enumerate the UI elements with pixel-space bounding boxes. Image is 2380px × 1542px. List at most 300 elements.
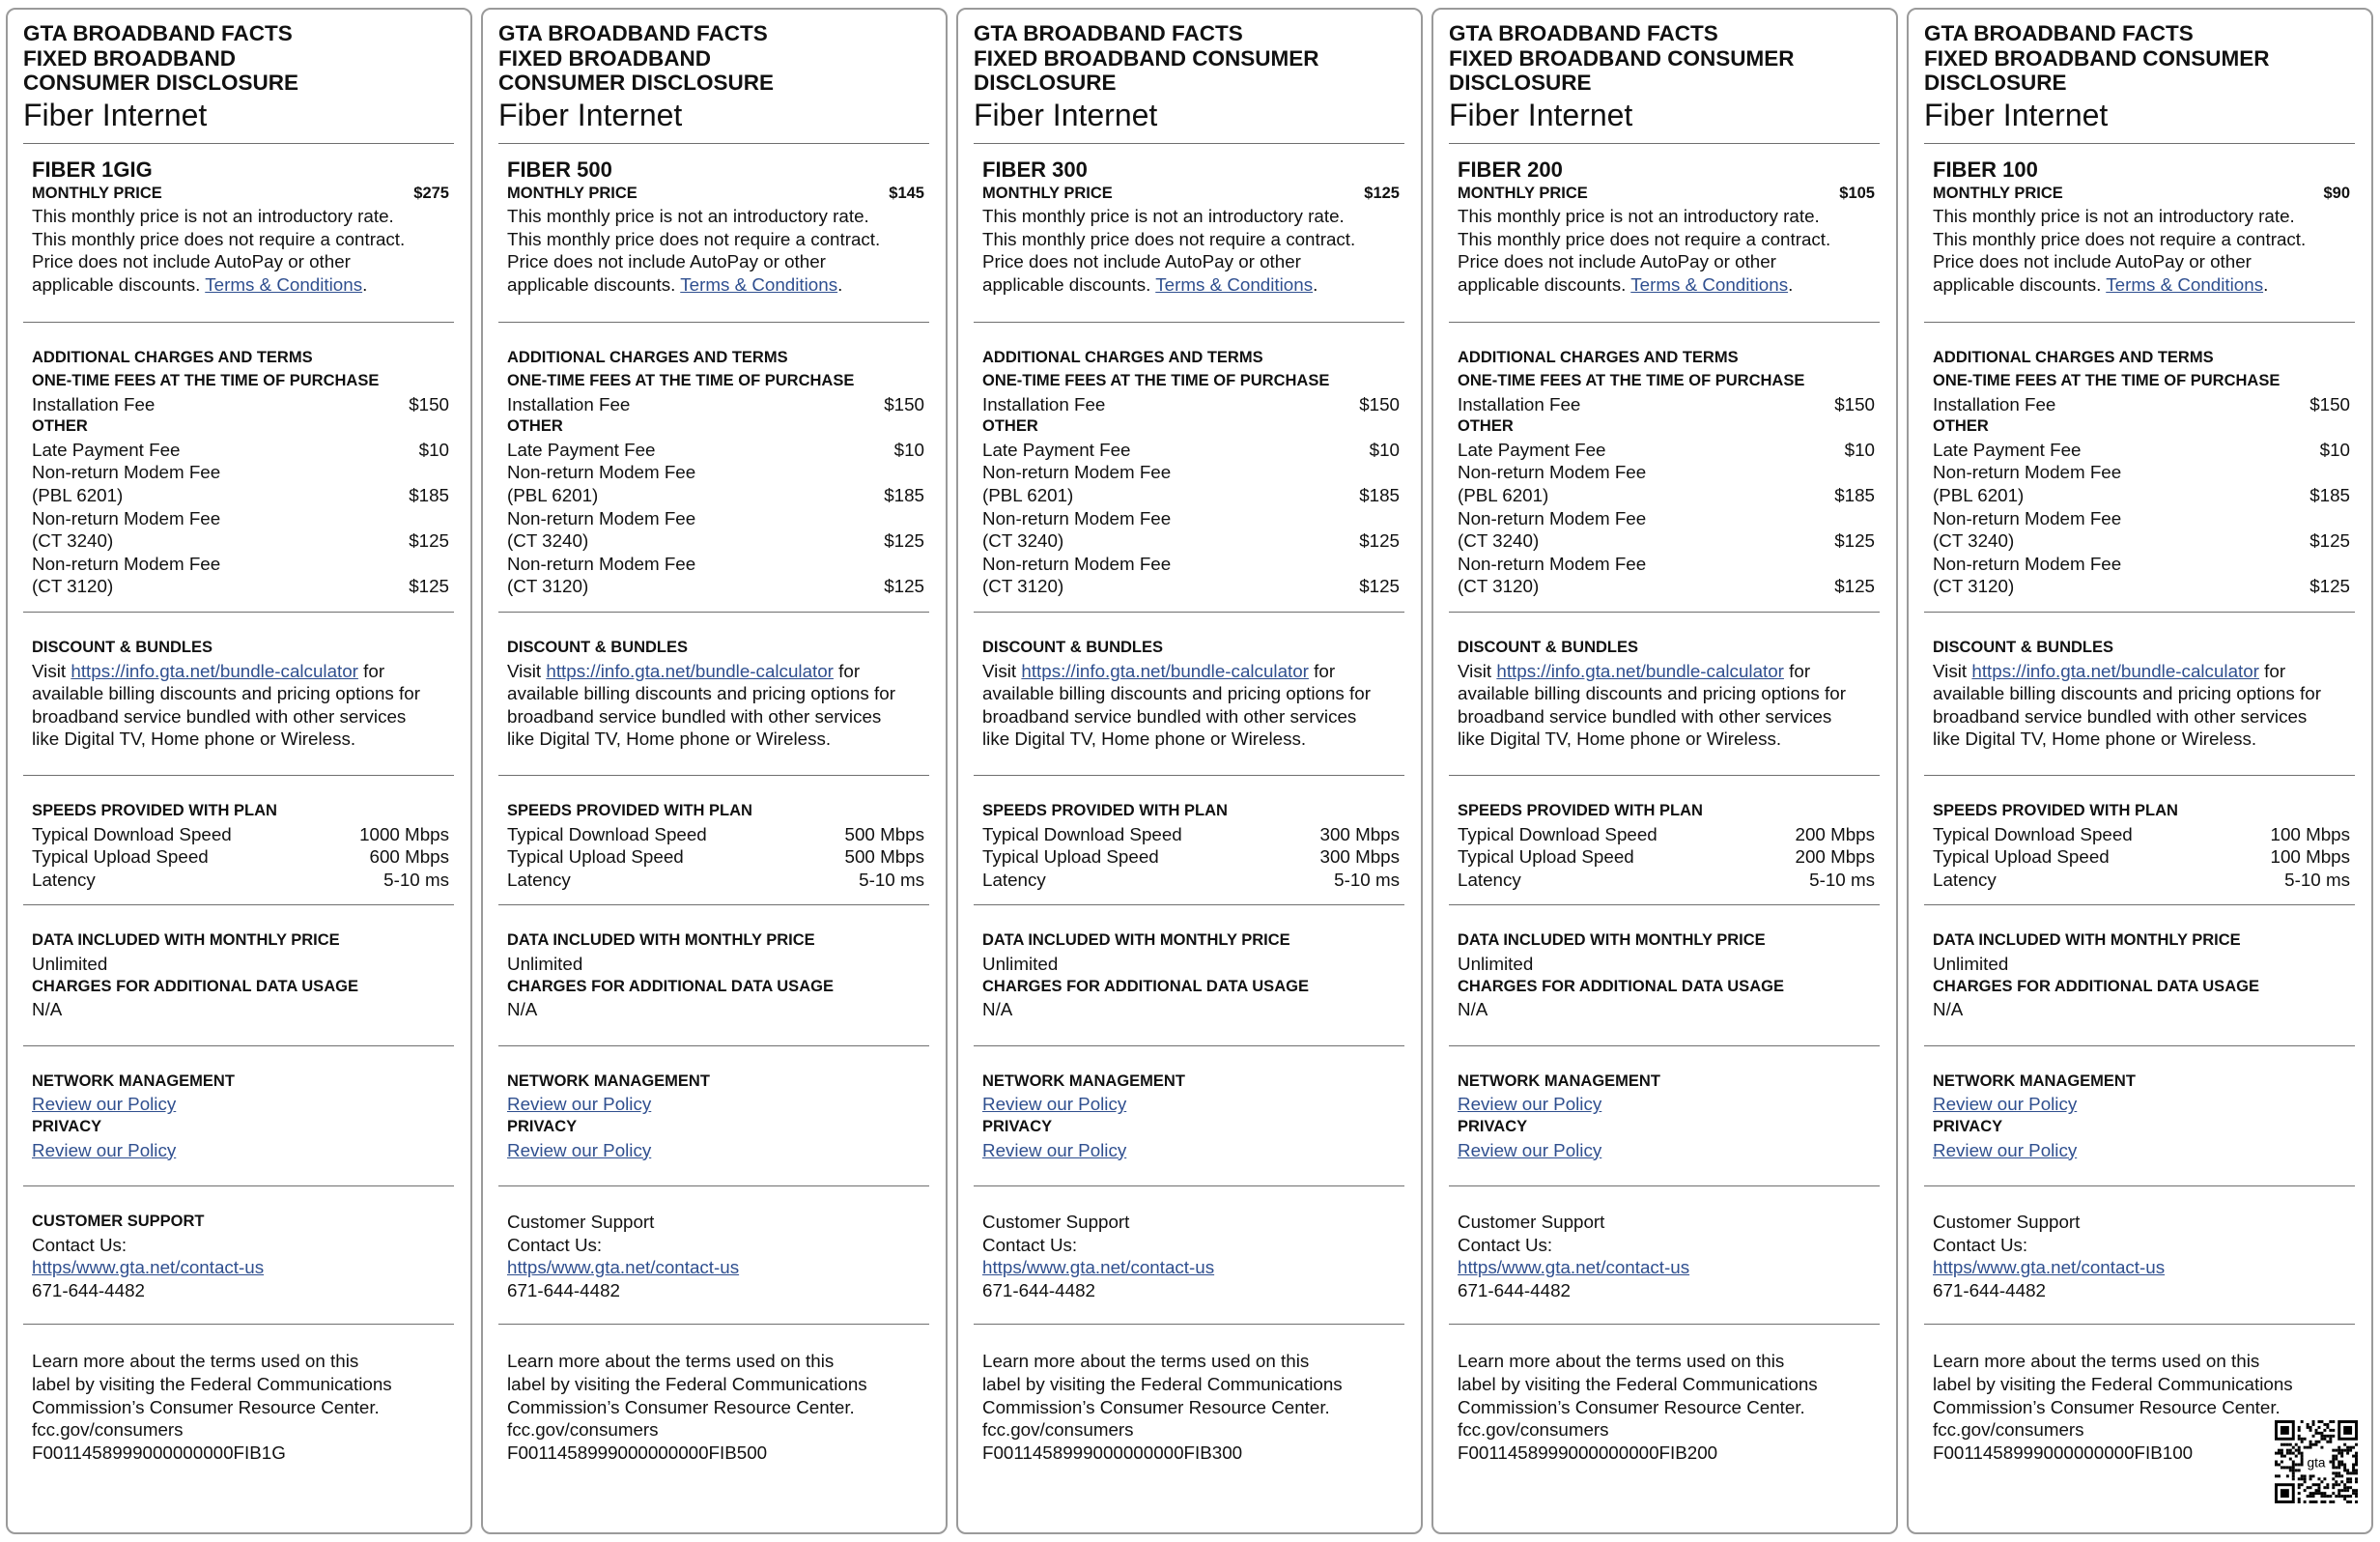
network-management-heading: NETWORK MANAGEMENT — [1933, 1071, 2136, 1090]
fcc-consumers-text: fcc.gov/consumers — [1458, 1419, 1609, 1441]
monthly-price-value: $145 — [889, 184, 924, 202]
divider — [23, 143, 454, 144]
support-phone: 671-644-4482 — [32, 1279, 145, 1300]
download-speed-label: Typical Download Speed — [1458, 823, 1658, 844]
modem-model: (CT 3240) — [982, 530, 1064, 552]
terms-conditions-link[interactable]: Terms & Conditions — [205, 273, 363, 295]
additional-data-value: N/A — [982, 999, 1013, 1020]
title-line-3: CONSUMER DISCLOSURE — [498, 71, 775, 95]
label-title — [1924, 21, 2358, 96]
additional-charges-heading: ADDITIONAL CHARGES AND TERMS — [982, 349, 1263, 367]
discount-bundles-heading: DISCOUNT & BUNDLES — [507, 639, 689, 656]
speeds-heading: SPEEDS PROVIDED WITH PLAN — [507, 801, 752, 819]
label-subtitle: Fiber Internet — [1924, 97, 2109, 132]
bundle-line-4: like Digital TV, Home phone or Wireless. — [1458, 728, 1782, 750]
bundle-line-3: broadband service bundled with other services — [1458, 705, 1832, 727]
data-included-value: Unlimited — [1458, 953, 1534, 974]
late-payment-fee-value: $10 — [893, 439, 924, 460]
divider — [1924, 322, 2355, 323]
fcc-consumers-text: fcc.gov/consumers — [32, 1419, 184, 1441]
modem-fee-label: Non-return Modem Fee — [507, 462, 696, 483]
latency-value: 5-10 ms — [383, 869, 449, 890]
privacy-heading: PRIVACY — [982, 1117, 1053, 1135]
modem-model: (CT 3120) — [32, 576, 114, 597]
upload-speed-value: 300 Mbps — [1319, 846, 1400, 868]
late-payment-fee-label: Late Payment Fee — [32, 439, 181, 460]
price-note-3: Price does not include AutoPay or other — [982, 251, 1301, 272]
one-time-fees-heading: ONE-TIME FEES AT THE TIME OF PURCHASE — [1933, 372, 2281, 390]
contact-us-label: Contact Us: — [32, 1234, 128, 1255]
title-line-2: FIXED BROADBAND CONSUMER — [1924, 45, 2270, 71]
privacy-policy-link[interactable]: Review our Policy — [1458, 1139, 1602, 1160]
download-speed-value: 200 Mbps — [1795, 823, 1875, 844]
title-line-1: GTA BROADBAND FACTS — [23, 21, 293, 45]
upload-speed-label: Typical Upload Speed — [32, 846, 209, 868]
support-phone: 671-644-4482 — [982, 1279, 1095, 1300]
bundle-line-1 — [32, 660, 459, 683]
terms-conditions-link[interactable]: Terms & Conditions — [680, 273, 838, 295]
latency-label: Latency — [507, 869, 571, 890]
privacy-heading: PRIVACY — [1933, 1117, 2003, 1135]
one-time-fees-heading: ONE-TIME FEES AT THE TIME OF PURCHASE — [507, 372, 855, 390]
additional-charges-heading: ADDITIONAL CHARGES AND TERMS — [1458, 349, 1739, 367]
data-included-heading: DATA INCLUDED WITH MONTHLY PRICE — [1933, 931, 2241, 950]
modem-model: (CT 3120) — [507, 576, 589, 597]
terms-conditions-link[interactable]: Terms & Conditions — [1155, 273, 1314, 295]
broadband-label-card — [956, 8, 1423, 1534]
speeds-heading: SPEEDS PROVIDED WITH PLAN — [1458, 801, 1703, 819]
installation-fee-label: Installation Fee — [1933, 393, 2056, 414]
one-time-fees-heading: ONE-TIME FEES AT THE TIME OF PURCHASE — [1458, 372, 1805, 390]
plan-name: FIBER 1GIG — [32, 157, 153, 182]
data-included-heading: DATA INCLUDED WITH MONTHLY PRICE — [1458, 931, 1766, 950]
divider — [23, 322, 454, 323]
bundle-calculator-link[interactable]: https://info.gta.net/bundle-calculator — [1971, 660, 2259, 681]
late-payment-fee-value: $10 — [1844, 439, 1875, 460]
divider — [23, 1045, 454, 1046]
price-note-4 — [982, 273, 1400, 297]
modem-fee-label: Non-return Modem Fee — [32, 507, 221, 528]
customer-support-heading: Customer Support — [982, 1212, 1130, 1233]
learn-more-line-2: label by visiting the Federal Communications — [507, 1374, 867, 1395]
divider — [498, 612, 929, 613]
price-note-3: Price does not include AutoPay or other — [507, 251, 826, 272]
price-note-4-text: applicable discounts. — [1458, 273, 1627, 295]
title-line-2: FIXED BROADBAND CONSUMER — [974, 45, 1319, 71]
modem-fee-label: Non-return Modem Fee — [982, 553, 1172, 574]
fcc-consumers-text: fcc.gov/consumers — [1933, 1419, 2084, 1441]
additional-charges-heading: ADDITIONAL CHARGES AND TERMS — [507, 349, 788, 367]
unique-plan-identifier: F0011458999000000000FIB500 — [507, 1442, 768, 1463]
divider — [1449, 612, 1880, 613]
learn-more-line-3: Commission’s Consumer Resource Center. — [1933, 1396, 2281, 1417]
divider — [498, 322, 929, 323]
label-title — [974, 21, 1407, 96]
data-included-heading: DATA INCLUDED WITH MONTHLY PRICE — [507, 931, 815, 950]
divider — [1449, 322, 1880, 323]
modem-fee-label: Non-return Modem Fee — [1458, 553, 1647, 574]
installation-fee-label: Installation Fee — [507, 393, 631, 414]
label-subtitle: Fiber Internet — [974, 97, 1158, 132]
modem-model: (CT 3120) — [1458, 576, 1540, 597]
privacy-policy-link[interactable]: Review our Policy — [982, 1139, 1127, 1160]
fcc-consumers-text: fcc.gov/consumers — [982, 1419, 1134, 1441]
network-policy-link[interactable]: Review our Policy — [1458, 1094, 1602, 1115]
divider — [1924, 775, 2355, 776]
title-line-1: GTA BROADBAND FACTS — [498, 21, 768, 45]
network-policy-link[interactable]: Review our Policy — [1933, 1094, 2078, 1115]
learn-more-line-2: label by visiting the Federal Communications — [32, 1374, 392, 1395]
divider — [1449, 1185, 1880, 1186]
contact-us-label: Contact Us: — [1458, 1234, 1553, 1255]
for-text: for — [363, 660, 385, 681]
bundle-line-3: broadband service bundled with other services — [507, 705, 882, 727]
price-note-4 — [1458, 273, 1875, 297]
monthly-price-value: $90 — [2323, 184, 2350, 202]
support-phone: 671-644-4482 — [1933, 1279, 2046, 1300]
for-text: for — [1789, 660, 1811, 681]
modem-fee-label: Non-return Modem Fee — [1458, 507, 1647, 528]
bundle-calculator-link[interactable]: https://info.gta.net/bundle-calculator — [1021, 660, 1309, 681]
terms-period: . — [1788, 273, 1794, 295]
privacy-heading: PRIVACY — [1458, 1117, 1528, 1135]
discount-bundles-heading: DISCOUNT & BUNDLES — [1458, 639, 1639, 656]
visit-text: Visit — [1458, 660, 1492, 681]
for-text: for — [1314, 660, 1336, 681]
one-time-fees-heading: ONE-TIME FEES AT THE TIME OF PURCHASE — [32, 372, 380, 390]
price-note-3: Price does not include AutoPay or other — [1933, 251, 2252, 272]
modem-model: (CT 3120) — [1933, 576, 2015, 597]
divider — [1449, 1045, 1880, 1046]
customer-support-heading: Customer Support — [507, 1212, 655, 1233]
broadband-label-card — [481, 8, 948, 1534]
divider — [1924, 143, 2355, 144]
divider — [23, 612, 454, 613]
divider — [23, 775, 454, 776]
label-subtitle: Fiber Internet — [23, 97, 208, 132]
network-management-heading: NETWORK MANAGEMENT — [982, 1071, 1185, 1090]
divider — [974, 1324, 1404, 1325]
price-note-1: This monthly price is not an introductory rate. — [32, 206, 394, 227]
learn-more-line-2: label by visiting the Federal Communications — [1458, 1374, 1818, 1395]
privacy-heading: PRIVACY — [507, 1117, 578, 1135]
price-note-4-text: applicable discounts. — [32, 273, 201, 295]
network-policy-link[interactable]: Review our Policy — [982, 1094, 1127, 1115]
terms-conditions-link[interactable]: Terms & Conditions — [2106, 273, 2264, 295]
upload-speed-value: 600 Mbps — [369, 846, 449, 868]
contact-us-link[interactable]: https/www.gta.net/contact-us — [32, 1257, 265, 1278]
price-note-1: This monthly price is not an introductory rate. — [1933, 206, 2295, 227]
modem-model: (CT 3240) — [32, 530, 114, 552]
monthly-price-value: $275 — [413, 184, 449, 202]
divider — [1924, 1324, 2355, 1325]
additional-data-heading: CHARGES FOR ADDITIONAL DATA USAGE — [507, 977, 834, 995]
monthly-price-label: MONTHLY PRICE — [507, 184, 638, 202]
terms-period: . — [837, 273, 843, 295]
other-fees-heading: OTHER — [1458, 417, 1514, 436]
modem-fee-value: $125 — [1834, 530, 1875, 552]
data-included-value: Unlimited — [982, 953, 1059, 974]
modem-model: (PBL 6201) — [32, 485, 124, 506]
bundle-line-4: like Digital TV, Home phone or Wireless. — [507, 728, 832, 750]
contact-us-label: Contact Us: — [507, 1234, 603, 1255]
divider — [1449, 1324, 1880, 1325]
network-policy-link[interactable]: Review our Policy — [507, 1094, 652, 1115]
price-note-2: This monthly price does not require a contract. — [32, 228, 406, 249]
divider — [23, 1324, 454, 1325]
installation-fee-value: $150 — [409, 393, 449, 414]
upload-speed-label: Typical Upload Speed — [982, 846, 1159, 868]
network-policy-link[interactable]: Review our Policy — [32, 1094, 177, 1115]
installation-fee-value: $150 — [2309, 393, 2350, 414]
title-line-2: FIXED BROADBAND — [23, 45, 237, 71]
divider — [974, 1185, 1404, 1186]
contact-us-link[interactable]: https/www.gta.net/contact-us — [982, 1257, 1215, 1278]
bundle-calculator-link[interactable]: https://info.gta.net/bundle-calculator — [1496, 660, 1784, 681]
price-note-2: This monthly price does not require a contract. — [507, 228, 881, 249]
modem-fee-label: Non-return Modem Fee — [1458, 462, 1647, 483]
visit-text: Visit — [982, 660, 1017, 681]
bundle-line-2: available billing discounts and pricing options for — [1458, 683, 1846, 704]
modem-model: (CT 3240) — [1458, 530, 1540, 552]
divider — [974, 322, 1404, 323]
unique-plan-identifier: F0011458999000000000FIB300 — [982, 1442, 1243, 1463]
discount-bundles-heading: DISCOUNT & BUNDLES — [1933, 639, 2114, 656]
price-note-1: This monthly price is not an introductory rate. — [1458, 206, 1820, 227]
installation-fee-label: Installation Fee — [32, 393, 156, 414]
modem-fee-value: $125 — [884, 530, 924, 552]
learn-more-line-3: Commission’s Consumer Resource Center. — [1458, 1396, 1805, 1417]
divider — [974, 612, 1404, 613]
unique-plan-identifier: F0011458999000000000FIB1G — [32, 1442, 286, 1463]
download-speed-label: Typical Download Speed — [32, 823, 232, 844]
installation-fee-value: $150 — [884, 393, 924, 414]
privacy-policy-link[interactable]: Review our Policy — [507, 1139, 652, 1160]
bundle-calculator-link[interactable]: https://info.gta.net/bundle-calculator — [546, 660, 834, 681]
divider — [974, 143, 1404, 144]
bundle-line-1 — [982, 660, 1409, 683]
title-line-1: GTA BROADBAND FACTS — [1924, 21, 2194, 45]
additional-data-value: N/A — [1933, 999, 1964, 1020]
title-line-2: FIXED BROADBAND — [498, 45, 712, 71]
price-note-4 — [1933, 273, 2350, 297]
bundle-line-4: like Digital TV, Home phone or Wireless. — [1933, 728, 2257, 750]
plan-name: FIBER 500 — [507, 157, 612, 182]
bundle-line-1 — [1458, 660, 1884, 683]
title-line-1: GTA BROADBAND FACTS — [1449, 21, 1718, 45]
upload-speed-value: 100 Mbps — [2270, 846, 2350, 868]
speeds-heading: SPEEDS PROVIDED WITH PLAN — [1933, 801, 2178, 819]
unique-plan-identifier: F0011458999000000000FIB200 — [1458, 1442, 1718, 1463]
modem-fee-value: $185 — [2309, 485, 2350, 506]
learn-more-line-3: Commission’s Consumer Resource Center. — [982, 1396, 1330, 1417]
modem-fee-value: $185 — [884, 485, 924, 506]
price-note-1: This monthly price is not an introductory rate. — [507, 206, 869, 227]
price-note-4 — [32, 273, 449, 297]
qr-code — [2275, 1420, 2358, 1503]
bundle-line-2: available billing discounts and pricing options for — [32, 683, 420, 704]
bundle-calculator-link[interactable]: https://info.gta.net/bundle-calculator — [71, 660, 358, 681]
learn-more-line-1: Learn more about the terms used on this — [507, 1351, 835, 1372]
late-payment-fee-label: Late Payment Fee — [1933, 439, 2082, 460]
additional-data-heading: CHARGES FOR ADDITIONAL DATA USAGE — [1933, 977, 2259, 995]
title-line-3: DISCLOSURE — [1449, 71, 1592, 95]
other-fees-heading: OTHER — [1933, 417, 1989, 436]
modem-model: (PBL 6201) — [1458, 485, 1549, 506]
upload-speed-value: 500 Mbps — [844, 846, 924, 868]
upload-speed-value: 200 Mbps — [1795, 846, 1875, 868]
modem-model: (CT 3240) — [507, 530, 589, 552]
bundle-line-2: available billing discounts and pricing options for — [982, 683, 1371, 704]
title-line-3: DISCLOSURE — [974, 71, 1117, 95]
learn-more-line-2: label by visiting the Federal Communications — [1933, 1374, 2293, 1395]
divider — [498, 1045, 929, 1046]
modem-fee-label: Non-return Modem Fee — [507, 553, 696, 574]
modem-fee-value: $125 — [884, 576, 924, 597]
broadband-label-card — [6, 8, 472, 1534]
modem-fee-value: $185 — [1834, 485, 1875, 506]
privacy-heading: PRIVACY — [32, 1117, 102, 1135]
modem-model: (PBL 6201) — [507, 485, 599, 506]
other-fees-heading: OTHER — [982, 417, 1038, 436]
late-payment-fee-label: Late Payment Fee — [1458, 439, 1606, 460]
customer-support-heading: CUSTOMER SUPPORT — [32, 1213, 205, 1231]
latency-value: 5-10 ms — [1809, 869, 1875, 890]
bundle-line-1 — [1933, 660, 2360, 683]
modem-model: (PBL 6201) — [1933, 485, 2025, 506]
download-speed-label: Typical Download Speed — [1933, 823, 2133, 844]
installation-fee-value: $150 — [1359, 393, 1400, 414]
title-line-1: GTA BROADBAND FACTS — [974, 21, 1243, 45]
for-text: for — [2264, 660, 2286, 681]
title-line-3: CONSUMER DISCLOSURE — [23, 71, 299, 95]
late-payment-fee-value: $10 — [2319, 439, 2350, 460]
modem-fee-value: $125 — [409, 576, 449, 597]
privacy-policy-link[interactable]: Review our Policy — [1933, 1139, 2078, 1160]
unique-plan-identifier: F0011458999000000000FIB100 — [1933, 1442, 2194, 1463]
visit-text: Visit — [507, 660, 542, 681]
modem-model: (PBL 6201) — [982, 485, 1074, 506]
privacy-policy-link[interactable]: Review our Policy — [32, 1139, 177, 1160]
monthly-price-label: MONTHLY PRICE — [982, 184, 1113, 202]
modem-fee-label: Non-return Modem Fee — [982, 462, 1172, 483]
label-subtitle: Fiber Internet — [1449, 97, 1633, 132]
contact-us-link[interactable]: https/www.gta.net/contact-us — [1933, 1257, 2166, 1278]
plan-name: FIBER 300 — [982, 157, 1088, 182]
late-payment-fee-value: $10 — [1369, 439, 1400, 460]
additional-charges-heading: ADDITIONAL CHARGES AND TERMS — [1933, 349, 2214, 367]
monthly-price-value: $105 — [1839, 184, 1875, 202]
learn-more-line-1: Learn more about the terms used on this — [32, 1351, 359, 1372]
learn-more-line-2: label by visiting the Federal Communications — [982, 1374, 1343, 1395]
download-speed-label: Typical Download Speed — [507, 823, 707, 844]
customer-support-heading: Customer Support — [1458, 1212, 1605, 1233]
late-payment-fee-value: $10 — [418, 439, 449, 460]
broadband-label-card — [1431, 8, 1898, 1534]
modem-fee-value: $125 — [409, 530, 449, 552]
learn-more-line-1: Learn more about the terms used on this — [1458, 1351, 1785, 1372]
bundle-line-2: available billing discounts and pricing options for — [507, 683, 895, 704]
data-included-value: Unlimited — [32, 953, 108, 974]
installation-fee-label: Installation Fee — [982, 393, 1106, 414]
modem-fee-label: Non-return Modem Fee — [1933, 553, 2122, 574]
divider — [974, 1045, 1404, 1046]
broadband-label-card — [1907, 8, 2373, 1534]
contact-us-link[interactable]: https/www.gta.net/contact-us — [507, 1257, 740, 1278]
price-note-4-text: applicable discounts. — [1933, 273, 2102, 295]
installation-fee-value: $150 — [1834, 393, 1875, 414]
upload-speed-label: Typical Upload Speed — [507, 846, 684, 868]
title-line-3: DISCLOSURE — [1924, 71, 2067, 95]
bundle-line-3: broadband service bundled with other services — [1933, 705, 2308, 727]
qr-logo-text: gta — [2307, 1455, 2326, 1471]
other-fees-heading: OTHER — [32, 417, 88, 436]
modem-fee-value: $185 — [409, 485, 449, 506]
fcc-consumers-text: fcc.gov/consumers — [507, 1419, 659, 1441]
for-text: for — [838, 660, 861, 681]
contact-us-label: Contact Us: — [982, 1234, 1078, 1255]
contact-us-link[interactable]: https/www.gta.net/contact-us — [1458, 1257, 1690, 1278]
divider — [498, 1185, 929, 1186]
latency-label: Latency — [1933, 869, 1997, 890]
price-note-4-text: applicable discounts. — [982, 273, 1151, 295]
modem-fee-value: $125 — [2309, 576, 2350, 597]
modem-fee-label: Non-return Modem Fee — [1933, 507, 2122, 528]
bundle-line-4: like Digital TV, Home phone or Wireless. — [32, 728, 356, 750]
installation-fee-label: Installation Fee — [1458, 393, 1581, 414]
customer-support-heading: Customer Support — [1933, 1212, 2081, 1233]
one-time-fees-heading: ONE-TIME FEES AT THE TIME OF PURCHASE — [982, 372, 1330, 390]
label-subtitle: Fiber Internet — [498, 97, 683, 132]
bundle-line-4: like Digital TV, Home phone or Wireless. — [982, 728, 1307, 750]
divider — [1924, 612, 2355, 613]
modem-fee-value: $125 — [1359, 530, 1400, 552]
additional-data-heading: CHARGES FOR ADDITIONAL DATA USAGE — [982, 977, 1309, 995]
upload-speed-label: Typical Upload Speed — [1933, 846, 2110, 868]
visit-text: Visit — [1933, 660, 1968, 681]
latency-value: 5-10 ms — [2284, 869, 2350, 890]
terms-conditions-link[interactable]: Terms & Conditions — [1630, 273, 1789, 295]
latency-value: 5-10 ms — [1334, 869, 1400, 890]
learn-more-line-1: Learn more about the terms used on this — [1933, 1351, 2260, 1372]
price-note-3: Price does not include AutoPay or other — [1458, 251, 1776, 272]
download-speed-value: 300 Mbps — [1319, 823, 1400, 844]
additional-data-heading: CHARGES FOR ADDITIONAL DATA USAGE — [32, 977, 358, 995]
divider — [23, 904, 454, 905]
support-phone: 671-644-4482 — [1458, 1279, 1571, 1300]
latency-label: Latency — [982, 869, 1046, 890]
divider — [498, 143, 929, 144]
latency-value: 5-10 ms — [859, 869, 924, 890]
additional-data-heading: CHARGES FOR ADDITIONAL DATA USAGE — [1458, 977, 1784, 995]
price-note-4 — [507, 273, 924, 297]
download-speed-value: 1000 Mbps — [359, 823, 449, 844]
download-speed-value: 500 Mbps — [844, 823, 924, 844]
modem-fee-label: Non-return Modem Fee — [1933, 462, 2122, 483]
divider — [1924, 904, 2355, 905]
divider — [498, 1324, 929, 1325]
download-speed-label: Typical Download Speed — [982, 823, 1182, 844]
modem-fee-value: $125 — [1834, 576, 1875, 597]
divider — [1449, 904, 1880, 905]
divider — [498, 904, 929, 905]
bundle-line-1 — [507, 660, 934, 683]
divider — [974, 904, 1404, 905]
price-note-2: This monthly price does not require a contract. — [1458, 228, 1831, 249]
data-included-value: Unlimited — [507, 953, 583, 974]
discount-bundles-heading: DISCOUNT & BUNDLES — [32, 639, 213, 656]
latency-label: Latency — [1458, 869, 1521, 890]
